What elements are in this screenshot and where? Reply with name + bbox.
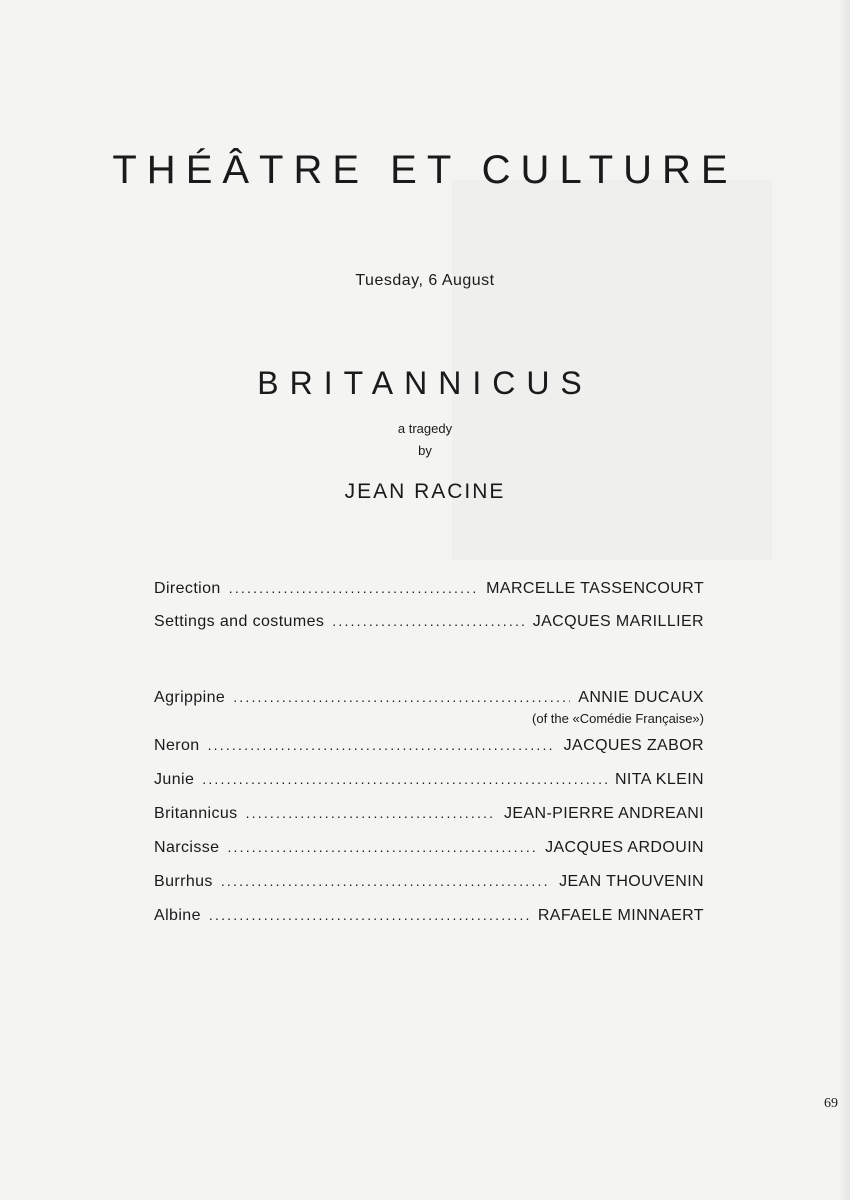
- dot-leader: [208, 737, 556, 753]
- cast-row-neron: [154, 737, 704, 759]
- page-number: 69: [824, 1096, 838, 1111]
- cast-note: (of the «Comédie Française»): [532, 711, 704, 726]
- cast-name: JACQUES ZABOR: [563, 737, 704, 754]
- play-genre: a tragedy: [397, 421, 453, 436]
- dot-leader: [209, 907, 530, 923]
- cast-row-agrippine: [154, 689, 704, 711]
- dot-leader: [332, 613, 524, 629]
- credit-role: Direction: [154, 580, 221, 597]
- cast-role: Albine: [154, 907, 201, 924]
- credit-name: MARCELLE TASSENCOURT: [486, 580, 704, 597]
- dot-leader: [227, 839, 537, 855]
- credit-row-settings: [154, 613, 704, 635]
- dot-leader: [221, 873, 551, 889]
- dot-leader: [246, 805, 496, 821]
- play-author: JEAN RACINE: [344, 480, 506, 503]
- cast-row-junie: [154, 771, 704, 793]
- play-title: BRITANNICUS: [257, 365, 593, 401]
- cast-name: RAFAELE MINNAERT: [537, 907, 704, 924]
- cast-role: Narcisse: [154, 839, 220, 856]
- cast-name: JACQUES ARDOUIN: [545, 839, 704, 856]
- cast-role: Agrippine: [154, 689, 226, 706]
- page-edge-shadow: [838, 0, 850, 1200]
- cast-role: Burrhus: [154, 873, 213, 890]
- cast-name: JEAN-PIERRE ANDREANI: [503, 805, 704, 822]
- dot-leader: [233, 689, 570, 705]
- cast-row-burrhus: [154, 873, 704, 895]
- credit-row-direction: [154, 580, 704, 602]
- credit-role: Settings and costumes: [154, 613, 325, 630]
- cast-name: NITA KLEIN: [614, 771, 704, 788]
- cast-role: Junie: [154, 771, 195, 788]
- cast-row-narcisse: [154, 839, 704, 861]
- cast-role: Neron: [154, 737, 200, 754]
- dot-leader: [202, 771, 607, 787]
- cast-name: JEAN THOUVENIN: [559, 873, 704, 890]
- cast-row-albine: [154, 907, 704, 929]
- cast-row-britannicus: [154, 805, 704, 827]
- dot-leader: [229, 580, 478, 596]
- cast-role: Britannicus: [154, 805, 238, 822]
- credit-name: JACQUES MARILLIER: [532, 613, 704, 630]
- performance-date: Tuesday, 6 August: [355, 272, 495, 289]
- cast-name: ANNIE DUCAUX: [578, 689, 704, 706]
- play-by: by: [418, 443, 432, 458]
- page-title: THÉÂTRE ET CULTURE: [112, 148, 738, 192]
